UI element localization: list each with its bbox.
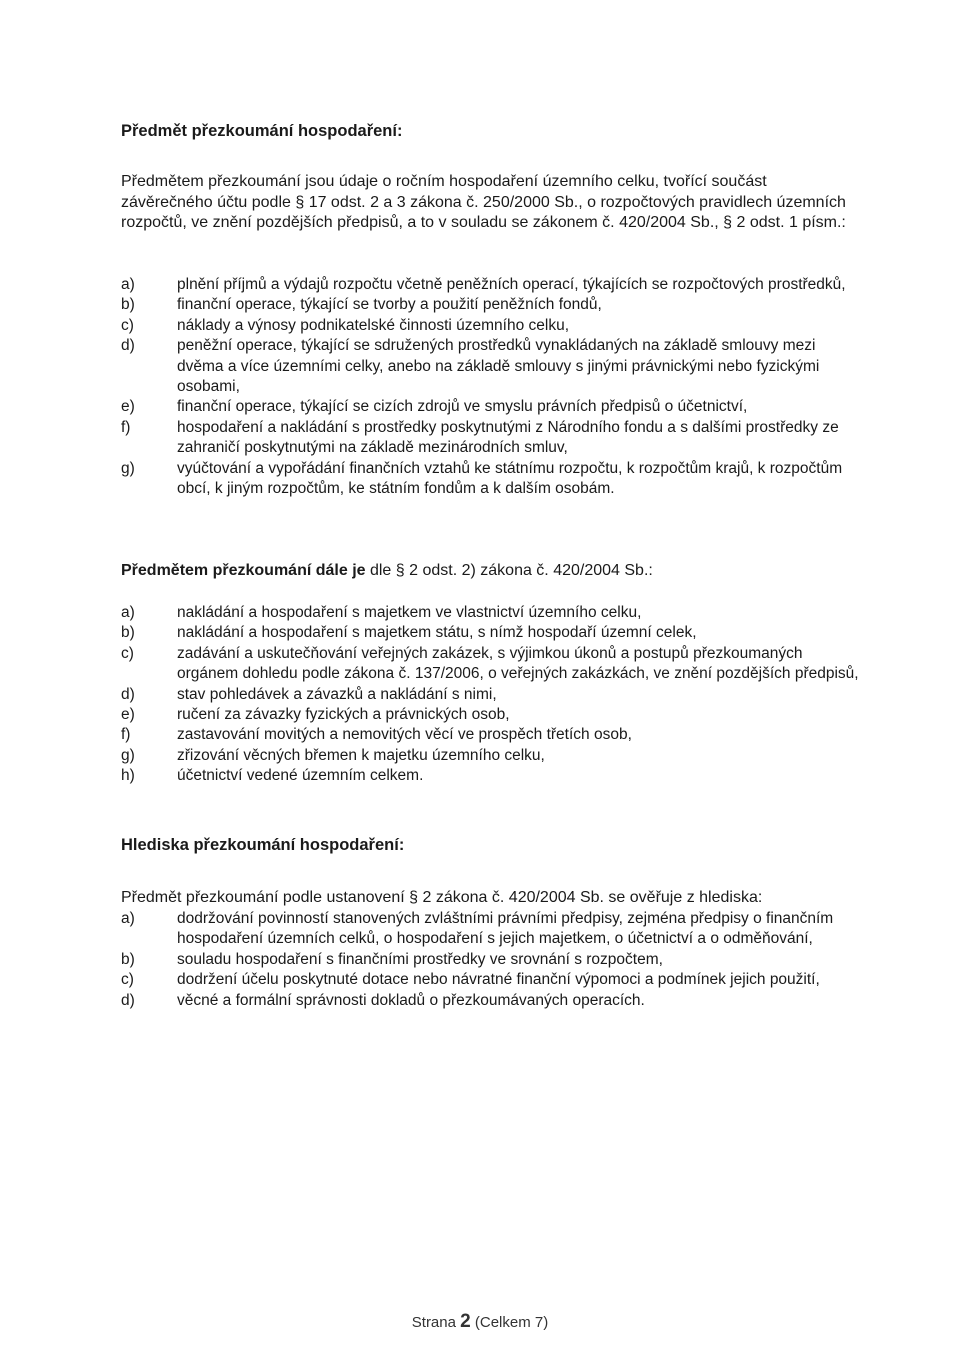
list-item-marker: a) <box>121 910 135 927</box>
list-item <box>121 397 861 417</box>
footer-suffix: (Celkem 7) <box>470 1314 549 1331</box>
list-item-marker: b) <box>121 950 135 968</box>
list-item <box>121 295 861 315</box>
list-item-marker: g) <box>121 746 135 764</box>
list-item-text: peněžní operace, týkající se sdružených prostředků vynakládaných na základě smlouvy mezi dvěma a více územními celky, anebo na základě smlouvy s jinými právnickými nebo fyzickými osobami, <box>177 337 820 396</box>
footer-page-number: 2 <box>460 1311 471 1332</box>
list-item-text: nakládání a hospodaření s majetkem státu, s nímž hospodaří územní celek, <box>177 624 697 642</box>
list-item-marker: f) <box>121 726 131 744</box>
list-item-marker: a) <box>121 276 135 293</box>
list-item-marker: h) <box>121 767 135 785</box>
list-item-text: náklady a výnosy podnikatelské činnosti územního celku, <box>177 316 570 334</box>
list-item-text: vyúčtování a vypořádání finančních vztahů ke státnímu rozpočtu, k rozpočtům krajů, k rozpočtům obcí, k jiným rozpočtům, ke státním fondům a k dalším osobám. <box>177 459 843 498</box>
list-item <box>121 644 861 685</box>
list-item-marker: e) <box>121 706 135 724</box>
section-heading-criteria: Hlediska přezkoumání hospodaření: <box>121 836 405 854</box>
section-heading-subject: Předmět přezkoumání hospodaření: <box>121 122 403 140</box>
list-item-marker: c) <box>121 316 134 334</box>
list-item <box>121 336 861 397</box>
further-subject-list <box>121 603 861 787</box>
list-item <box>121 459 861 500</box>
list-item-text: zřizování věcných břemen k majetku územního celku, <box>177 746 545 764</box>
list-item-marker: g) <box>121 459 135 477</box>
list-item-text: zastavování movitých a nemovitých věcí ve prospěch třetích osob, <box>177 726 632 744</box>
list-item-text: účetnictví vedené územním celkem. <box>177 767 424 785</box>
list-item <box>121 418 861 459</box>
criteria-list <box>121 909 861 1011</box>
list-item <box>121 316 861 336</box>
list-item-text: nakládání a hospodaření s majetkem ve vlastnictví územního celku, <box>177 604 642 621</box>
list-item-marker: d) <box>121 685 135 703</box>
footer-prefix: Strana <box>411 1314 461 1331</box>
page-footer <box>0 1312 960 1333</box>
list-item-text: finanční operace, týkající se tvorby a použití peněžních fondů, <box>177 296 602 314</box>
list-item-marker: c) <box>121 644 134 662</box>
further-intro-rest: dle § 2 odst. 2) zákona č. 420/2004 Sb.: <box>365 562 653 579</box>
list-item-marker: c) <box>121 971 134 989</box>
list-item-text: zadávání a uskutečňování veřejných zakázek, s výjimkou úkonů a postupů přezkoumaných orgánem dohledu podle zákona č. 137/2006, o veřejných zakázkách, ve znění pozdějších předpisů, <box>177 644 859 683</box>
list-item-marker: d) <box>121 991 135 1009</box>
list-item <box>121 766 861 786</box>
list-item-text: finanční operace, týkající se cizích zdrojů ve smyslu právních předpisů o účetnictví, <box>177 398 748 416</box>
list-item-text: hospodaření a nakládání s prostředky poskytnutými z Národního fondu a s dalšími prostředky ze zahraničí poskytnutými na základě mezinárodních smluv, <box>177 418 839 457</box>
list-item-text: dodržení účelu poskytnuté dotace nebo návratné finanční výpomoci a podmínek jejich použití, <box>177 971 820 989</box>
list-item <box>121 685 861 705</box>
list-item <box>121 970 861 990</box>
list-item-text: stav pohledávek a závazků a nakládání s nimi, <box>177 685 497 703</box>
list-item <box>121 950 861 970</box>
list-item <box>121 275 861 295</box>
list-item-marker: a) <box>121 604 135 621</box>
list-item <box>121 623 861 643</box>
list-item-marker: b) <box>121 624 135 642</box>
list-item-marker: f) <box>121 418 131 436</box>
list-item <box>121 746 861 766</box>
list-item <box>121 991 861 1011</box>
list-item <box>121 705 861 725</box>
list-item-text: souladu hospodaření s finančními prostředky ve srovnání s rozpočtem, <box>177 950 663 968</box>
section-intro-further <box>121 561 861 582</box>
list-item-text: věcné a formální správnosti dokladů o přezkoumávaných operacích. <box>177 991 645 1009</box>
list-item <box>121 725 861 745</box>
list-item-text: ručení za závazky fyzických a právnických osob, <box>177 706 510 724</box>
list-item-text: dodržování povinností stanovených zvláštními právními předpisy, zejména předpisy o finančním hospodaření územních celků, o hospodaření s jejich majetkem, o účetnictví a o odměňování, <box>177 910 834 948</box>
list-item <box>121 909 861 950</box>
list-item-marker: d) <box>121 337 135 355</box>
subject-list <box>121 275 861 499</box>
list-item <box>121 603 861 623</box>
section-intro-criteria: Předmět přezkoumání podle ustanovení § 2 zákona č. 420/2004 Sb. se ověřuje z hlediska: <box>121 889 763 906</box>
further-intro-bold: Předmětem přezkoumání dále je <box>121 562 366 579</box>
section-intro-subject: Předmětem přezkoumání jsou údaje o ročním hospodaření územního celku, tvořící součást závěrečného účtu podle § 17 odst. 2 a 3 zákona č. 250/2000 Sb., o rozpočtových pravidlech územních rozpočtů, ve znění pozdějších předpisů, a to v souladu se zákonem č. 420/2004 Sb., § 2 odst. 1 písm.: <box>121 173 846 231</box>
list-item-marker: b) <box>121 296 135 314</box>
list-item-marker: e) <box>121 398 135 416</box>
list-item-text: plnění příjmů a výdajů rozpočtu včetně peněžních operací, týkajících se rozpočtových prostředků, <box>177 276 846 293</box>
